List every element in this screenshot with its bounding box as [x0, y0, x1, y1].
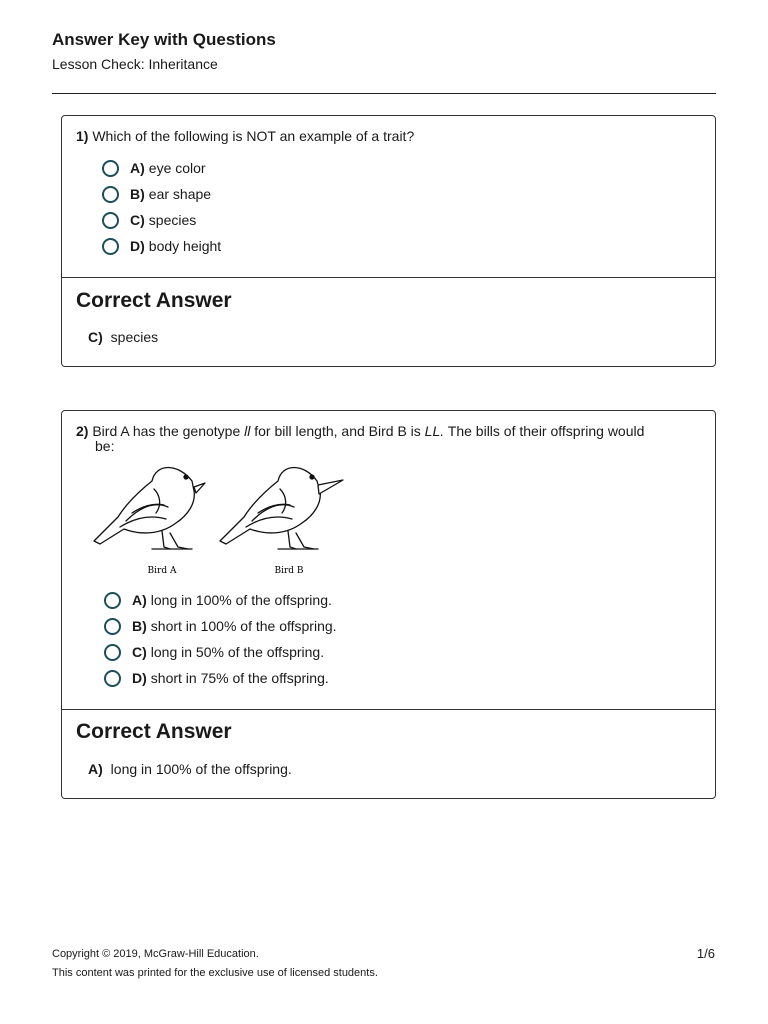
page-number: 1/6 — [696, 946, 715, 961]
option-b[interactable] — [104, 616, 337, 636]
option-letter: A) — [132, 592, 147, 608]
option-letter: D) — [132, 670, 147, 686]
bird-a-illustration — [94, 468, 205, 550]
option-text: short in 75% of the offspring. — [150, 670, 329, 686]
option-c[interactable] — [102, 210, 196, 230]
birds-figure — [92, 461, 382, 576]
page-title: Answer Key with Questions — [52, 30, 276, 49]
option-text: body height — [148, 238, 222, 254]
option-text: species — [148, 212, 197, 228]
answer-divider — [62, 277, 715, 278]
question-card-2 — [61, 410, 716, 799]
correct-answer — [88, 329, 158, 345]
option-b[interactable] — [102, 184, 211, 204]
option-letter: C) — [132, 644, 147, 660]
question-prompt-part1: Bird A has the genotype — [92, 423, 245, 439]
correct-answer-letter: A) — [88, 761, 103, 777]
radio-icon[interactable] — [102, 186, 119, 203]
bird-b-illustration — [220, 468, 343, 550]
correct-answer — [88, 761, 292, 777]
question-prompt-line2: be: — [95, 438, 115, 454]
question-text — [76, 129, 414, 144]
option-letter: A) — [130, 160, 145, 176]
radio-icon[interactable] — [102, 238, 119, 255]
footer-copyright: Copyright © 2019, McGraw-Hill Education. — [52, 948, 259, 960]
footer-note: This content was printed for the exclusive use of licensed students. — [52, 967, 378, 979]
option-text: ear shape — [148, 186, 212, 202]
question-number: 2) — [76, 423, 89, 439]
radio-icon[interactable] — [102, 212, 119, 229]
question-number: 1) — [76, 128, 89, 144]
option-d[interactable] — [104, 668, 329, 688]
radio-icon[interactable] — [102, 160, 119, 177]
genotype-a: ll — [244, 423, 251, 439]
option-a[interactable] — [104, 590, 332, 610]
question-prompt-part2: for bill length, and Bird B is — [250, 423, 425, 439]
option-text: long in 50% of the offspring. — [150, 644, 325, 660]
question-prompt-part3: The bills of their offspring would — [444, 423, 645, 439]
correct-answer-heading: Correct Answer — [76, 720, 232, 743]
option-text: long in 100% of the offspring. — [150, 592, 332, 608]
option-letter: C) — [130, 212, 145, 228]
question-prompt: Which of the following is NOT an example of a trait? — [92, 128, 415, 144]
page-subtitle: Lesson Check: Inheritance — [52, 56, 218, 72]
option-letter: B) — [130, 186, 145, 202]
option-letter: B) — [132, 618, 147, 634]
bird-a-label: Bird A — [147, 566, 177, 576]
option-a[interactable] — [102, 158, 206, 178]
option-c[interactable] — [104, 642, 324, 662]
option-text: short in 100% of the offspring. — [150, 618, 337, 634]
radio-icon[interactable] — [104, 670, 121, 687]
bird-b-label: Bird B — [274, 566, 304, 576]
option-text: eye color — [148, 160, 206, 176]
correct-answer-letter: C) — [88, 329, 103, 345]
radio-icon[interactable] — [104, 618, 121, 635]
header-divider — [52, 93, 716, 94]
radio-icon[interactable] — [104, 592, 121, 609]
answer-divider — [62, 709, 715, 710]
correct-answer-text: long in 100% of the offspring. — [110, 761, 292, 777]
question-text — [76, 424, 644, 454]
radio-icon[interactable] — [104, 644, 121, 661]
correct-answer-text: species — [110, 329, 159, 345]
correct-answer-heading: Correct Answer — [76, 289, 232, 312]
genotype-b: LL. — [424, 423, 445, 439]
option-d[interactable] — [102, 236, 221, 256]
question-card-1 — [61, 115, 716, 367]
option-letter: D) — [130, 238, 145, 254]
